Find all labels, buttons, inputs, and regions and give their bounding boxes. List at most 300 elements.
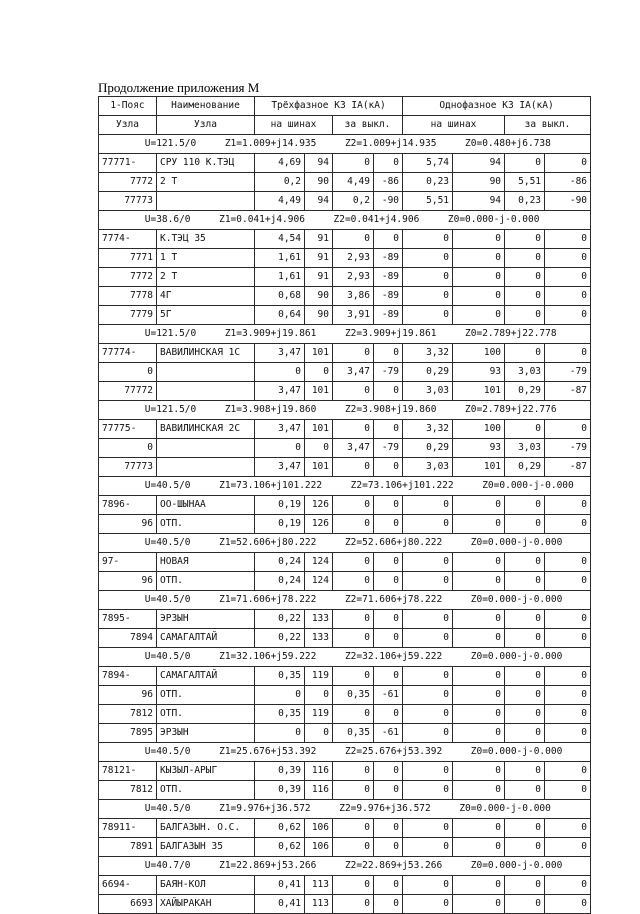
table-row <box>99 629 591 648</box>
sp-bus-current-cell: 0 <box>403 230 453 249</box>
section-params-text: U=40.5/0 Z1=25.676+j53.392 Z2=25.676+j53.392 Z0=0.000-j-0.000 <box>144 746 563 757</box>
table-row <box>99 895 591 914</box>
tp-breaker-current-cell: 0 <box>333 515 374 534</box>
header-1ph-breaker-cell: за выкл. <box>505 116 591 135</box>
name-cell: К.ТЭЦ 35 <box>157 230 255 249</box>
sp-breaker-angle-cell: -86 <box>545 173 591 192</box>
name-cell <box>157 439 255 458</box>
tp-breaker-angle-cell: 0 <box>374 876 403 895</box>
tp-breaker-angle-cell: -89 <box>374 249 403 268</box>
sp-bus-current-cell: 3,03 <box>403 382 453 401</box>
node-cell: 7812 <box>99 781 157 800</box>
tp-breaker-angle-cell: 0 <box>374 553 403 572</box>
node-cell: 77773 <box>99 192 157 211</box>
sp-breaker-angle-cell: 0 <box>545 420 591 439</box>
node-cell: 77773 <box>99 458 157 477</box>
sp-bus-angle-cell: 0 <box>453 667 505 686</box>
tp-bus-angle-cell: 101 <box>305 382 333 401</box>
section-params-text: U=121.5/0 Z1=1.009+j14.935 Z2=1.009+j14.935 Z0=0.480+j6.738 <box>144 138 551 149</box>
sp-bus-current-cell: 0 <box>403 572 453 591</box>
section-params-cell <box>99 211 591 230</box>
section-params-text: U=40.5/0 Z1=32.106+j59.222 Z2=32.106+j59.222 Z0=0.000-j-0.000 <box>144 651 563 662</box>
table-row <box>99 458 591 477</box>
sp-bus-current-cell: 0 <box>403 610 453 629</box>
sp-bus-angle-cell: 0 <box>453 496 505 515</box>
tp-breaker-angle-cell: 0 <box>374 762 403 781</box>
page-title: Продолжение приложения М <box>98 80 260 95</box>
sp-breaker-angle-cell: 0 <box>545 629 591 648</box>
name-cell: 4Г <box>157 287 255 306</box>
sp-bus-current-cell: 0 <box>403 306 453 325</box>
tp-bus-angle-cell: 0 <box>305 363 333 382</box>
table-row <box>99 705 591 724</box>
sp-breaker-current-cell: 0 <box>505 572 545 591</box>
table-row <box>99 154 591 173</box>
table-row <box>99 420 591 439</box>
section-params-row <box>99 591 591 610</box>
tp-breaker-current-cell: 0 <box>333 705 374 724</box>
sp-breaker-current-cell: 0 <box>505 819 545 838</box>
header-belt-cell: 1-Пояс <box>99 97 157 116</box>
sp-breaker-current-cell: 0 <box>505 838 545 857</box>
table-row <box>99 496 591 515</box>
sp-breaker-angle-cell: 0 <box>545 762 591 781</box>
sp-bus-current-cell: 0 <box>403 686 453 705</box>
table-row <box>99 724 591 743</box>
sp-bus-current-cell: 0 <box>403 781 453 800</box>
node-cell: 77771- <box>99 154 157 173</box>
tp-breaker-angle-cell: -86 <box>374 173 403 192</box>
tp-bus-current-cell: 0,62 <box>255 819 305 838</box>
tp-breaker-current-cell: 3,86 <box>333 287 374 306</box>
sp-bus-angle-cell: 93 <box>453 363 505 382</box>
tp-breaker-current-cell: 0 <box>333 496 374 515</box>
node-cell: 6694- <box>99 876 157 895</box>
tp-bus-current-cell: 0,24 <box>255 572 305 591</box>
name-cell: СРУ 110 К.ТЭЦ <box>157 154 255 173</box>
tp-bus-angle-cell: 0 <box>305 724 333 743</box>
name-cell: ЭРЗЫН <box>157 724 255 743</box>
tp-breaker-current-cell: 0 <box>333 895 374 914</box>
sp-bus-angle-cell: 0 <box>453 306 505 325</box>
sp-bus-angle-cell: 0 <box>453 838 505 857</box>
section-params-text: U=40.5/0 Z1=9.976+j36.572 Z2=9.976+j36.572 Z0=0.000-j-0.000 <box>144 803 551 814</box>
tp-bus-current-cell: 0,62 <box>255 838 305 857</box>
table-row <box>99 249 591 268</box>
sp-bus-current-cell: 0 <box>403 515 453 534</box>
table-row <box>99 363 591 382</box>
tp-breaker-angle-cell: -89 <box>374 287 403 306</box>
tp-breaker-current-cell: 0 <box>333 553 374 572</box>
tp-breaker-current-cell: 3,47 <box>333 439 374 458</box>
section-params-row <box>99 401 591 420</box>
sp-bus-current-cell: 0 <box>403 838 453 857</box>
sp-bus-angle-cell: 0 <box>453 572 505 591</box>
tp-breaker-angle-cell: -90 <box>374 192 403 211</box>
header-single-phase-cell: Однофазное КЗ IА(кА) <box>403 97 591 116</box>
sp-breaker-current-cell: 0 <box>505 705 545 724</box>
sp-bus-current-cell: 0 <box>403 496 453 515</box>
name-cell: ОТП. <box>157 686 255 705</box>
node-cell: 77774- <box>99 344 157 363</box>
name-cell: ОО-ШЫНАА <box>157 496 255 515</box>
section-params-cell <box>99 743 591 762</box>
table-row <box>99 287 591 306</box>
sp-breaker-current-cell: 5,51 <box>505 173 545 192</box>
tp-bus-angle-cell: 116 <box>305 781 333 800</box>
sp-breaker-current-cell: 0 <box>505 287 545 306</box>
sp-bus-current-cell: 0 <box>403 268 453 287</box>
tp-breaker-angle-cell: 0 <box>374 781 403 800</box>
sp-breaker-current-cell: 0 <box>505 724 545 743</box>
node-cell: 77775- <box>99 420 157 439</box>
tp-bus-angle-cell: 101 <box>305 420 333 439</box>
sp-breaker-angle-cell: 0 <box>545 781 591 800</box>
sp-breaker-angle-cell: -79 <box>545 363 591 382</box>
tp-breaker-current-cell: 2,93 <box>333 249 374 268</box>
node-cell: 7771 <box>99 249 157 268</box>
table-row <box>99 439 591 458</box>
name-cell: БАЛГАЗЫН. О.С. <box>157 819 255 838</box>
section-params-row <box>99 648 591 667</box>
sp-breaker-angle-cell: 0 <box>545 838 591 857</box>
sp-breaker-angle-cell: 0 <box>545 895 591 914</box>
name-cell: БАЛГАЗЫН 35 <box>157 838 255 857</box>
sp-breaker-angle-cell: 0 <box>545 819 591 838</box>
tp-breaker-angle-cell: 0 <box>374 515 403 534</box>
tp-bus-angle-cell: 101 <box>305 344 333 363</box>
tp-bus-current-cell: 0,35 <box>255 705 305 724</box>
section-params-cell <box>99 477 591 496</box>
tp-breaker-angle-cell: 0 <box>374 895 403 914</box>
tp-breaker-current-cell: 0 <box>333 838 374 857</box>
tp-bus-current-cell: 0 <box>255 439 305 458</box>
sp-bus-current-cell: 0 <box>403 553 453 572</box>
sp-bus-angle-cell: 0 <box>453 629 505 648</box>
tp-bus-angle-cell: 94 <box>305 154 333 173</box>
sp-bus-current-cell: 5,74 <box>403 154 453 173</box>
tp-breaker-angle-cell: 0 <box>374 154 403 173</box>
table-row <box>99 173 591 192</box>
tp-bus-angle-cell: 91 <box>305 230 333 249</box>
tp-breaker-angle-cell: 0 <box>374 420 403 439</box>
tp-bus-angle-cell: 133 <box>305 610 333 629</box>
table-row <box>99 667 591 686</box>
sp-breaker-angle-cell: -90 <box>545 192 591 211</box>
table-row <box>99 610 591 629</box>
section-params-row <box>99 857 591 876</box>
tp-bus-angle-cell: 119 <box>305 705 333 724</box>
tp-bus-angle-cell: 133 <box>305 629 333 648</box>
tp-bus-current-cell: 1,61 <box>255 249 305 268</box>
sp-bus-current-cell: 0,29 <box>403 439 453 458</box>
sp-breaker-angle-cell: 0 <box>545 515 591 534</box>
header-node-name-cell: Узла <box>157 116 255 135</box>
tp-breaker-current-cell: 0 <box>333 762 374 781</box>
section-params-text: U=40.7/0 Z1=22.869+j53.266 Z2=22.869+j53.266 Z0=0.000-j-0.000 <box>144 860 563 871</box>
tp-breaker-angle-cell: -89 <box>374 306 403 325</box>
name-cell: САМАГАЛТАЙ <box>157 667 255 686</box>
section-params-cell <box>99 135 591 154</box>
node-cell: 7895- <box>99 610 157 629</box>
sp-bus-angle-cell: 0 <box>453 249 505 268</box>
tp-bus-angle-cell: 94 <box>305 192 333 211</box>
section-params-text: U=121.5/0 Z1=3.908+j19.860 Z2=3.908+j19.860 Z0=2.789+j22.776 <box>144 404 557 415</box>
header-row-1 <box>99 97 591 116</box>
sp-breaker-current-cell: 0,29 <box>505 458 545 477</box>
sp-breaker-current-cell: 0 <box>505 268 545 287</box>
table-row <box>99 781 591 800</box>
section-params-row <box>99 211 591 230</box>
sp-bus-current-cell: 0,29 <box>403 363 453 382</box>
name-cell: ЭРЗЫН <box>157 610 255 629</box>
tp-breaker-angle-cell: 0 <box>374 458 403 477</box>
tp-breaker-current-cell: 0,35 <box>333 686 374 705</box>
sp-breaker-current-cell: 0 <box>505 667 545 686</box>
tp-bus-current-cell: 3,47 <box>255 382 305 401</box>
sp-bus-current-cell: 3,32 <box>403 344 453 363</box>
node-cell: 96 <box>99 686 157 705</box>
node-cell: 7772 <box>99 268 157 287</box>
tp-bus-angle-cell: 91 <box>305 249 333 268</box>
table-row <box>99 230 591 249</box>
sp-bus-current-cell: 0 <box>403 876 453 895</box>
sp-breaker-current-cell: 0 <box>505 249 545 268</box>
tp-breaker-current-cell: 0 <box>333 610 374 629</box>
sp-breaker-angle-cell: 0 <box>545 876 591 895</box>
sp-bus-current-cell: 0,23 <box>403 173 453 192</box>
name-cell: 2 Т <box>157 268 255 287</box>
section-params-text: U=40.5/0 Z1=71.606+j78.222 Z2=71.606+j78.222 Z0=0.000-j-0.000 <box>144 594 563 605</box>
section-params-cell <box>99 857 591 876</box>
tp-bus-current-cell: 0,35 <box>255 667 305 686</box>
tp-bus-current-cell: 0,19 <box>255 515 305 534</box>
sp-breaker-angle-cell: 0 <box>545 287 591 306</box>
tp-bus-current-cell: 3,47 <box>255 458 305 477</box>
tp-breaker-angle-cell: 0 <box>374 610 403 629</box>
table-row <box>99 306 591 325</box>
sp-bus-angle-cell: 90 <box>453 173 505 192</box>
sp-breaker-angle-cell: 0 <box>545 249 591 268</box>
sp-breaker-angle-cell: 0 <box>545 686 591 705</box>
tp-bus-angle-cell: 124 <box>305 553 333 572</box>
table-row <box>99 553 591 572</box>
table-row <box>99 382 591 401</box>
sp-bus-angle-cell: 94 <box>453 154 505 173</box>
tp-breaker-current-cell: 3,47 <box>333 363 374 382</box>
tp-breaker-angle-cell: -89 <box>374 268 403 287</box>
sp-bus-angle-cell: 0 <box>453 287 505 306</box>
tp-bus-angle-cell: 101 <box>305 458 333 477</box>
sp-bus-angle-cell: 0 <box>453 876 505 895</box>
sp-breaker-current-cell: 0 <box>505 306 545 325</box>
tp-bus-current-cell: 0,39 <box>255 781 305 800</box>
sp-breaker-current-cell: 0 <box>505 420 545 439</box>
tp-breaker-current-cell: 3,91 <box>333 306 374 325</box>
tp-bus-current-cell: 1,61 <box>255 268 305 287</box>
sp-breaker-current-cell: 0 <box>505 553 545 572</box>
sp-breaker-current-cell: 0 <box>505 762 545 781</box>
tp-bus-current-cell: 0,19 <box>255 496 305 515</box>
tp-bus-angle-cell: 0 <box>305 686 333 705</box>
tp-bus-current-cell: 0,2 <box>255 173 305 192</box>
tp-breaker-angle-cell: 0 <box>374 496 403 515</box>
sp-breaker-current-cell: 0 <box>505 876 545 895</box>
sp-bus-current-cell: 5,51 <box>403 192 453 211</box>
sp-breaker-current-cell: 0 <box>505 781 545 800</box>
sp-bus-current-cell: 0 <box>403 762 453 781</box>
tp-breaker-current-cell: 0,35 <box>333 724 374 743</box>
tp-breaker-angle-cell: 0 <box>374 819 403 838</box>
name-cell <box>157 458 255 477</box>
tp-bus-current-cell: 0,41 <box>255 895 305 914</box>
node-cell: 0 <box>99 363 157 382</box>
sp-breaker-current-cell: 0 <box>505 686 545 705</box>
node-cell: 7894- <box>99 667 157 686</box>
name-cell: 2 Т <box>157 173 255 192</box>
sp-bus-angle-cell: 0 <box>453 781 505 800</box>
tp-breaker-angle-cell: 0 <box>374 667 403 686</box>
sp-breaker-angle-cell: 0 <box>545 572 591 591</box>
table-row <box>99 762 591 781</box>
tp-bus-angle-cell: 124 <box>305 572 333 591</box>
name-cell: НОВАЯ <box>157 553 255 572</box>
name-cell: ОТП. <box>157 781 255 800</box>
node-cell: 7778 <box>99 287 157 306</box>
sp-breaker-angle-cell: 0 <box>545 154 591 173</box>
tp-bus-angle-cell: 126 <box>305 496 333 515</box>
tp-breaker-angle-cell: -79 <box>374 363 403 382</box>
section-params-text: U=40.5/0 Z1=52.606+j80.222 Z2=52.606+j80.222 Z0=0.000-j-0.000 <box>144 537 563 548</box>
sp-bus-angle-cell: 0 <box>453 230 505 249</box>
section-params-cell <box>99 401 591 420</box>
tp-breaker-angle-cell: -61 <box>374 724 403 743</box>
sp-breaker-current-cell: 0 <box>505 496 545 515</box>
name-cell: ХАЙЫРАКАН <box>157 895 255 914</box>
node-cell: 7895 <box>99 724 157 743</box>
tp-breaker-angle-cell: 0 <box>374 572 403 591</box>
node-cell: 7896- <box>99 496 157 515</box>
sp-bus-current-cell: 0 <box>403 287 453 306</box>
sp-bus-angle-cell: 0 <box>453 268 505 287</box>
section-params-row <box>99 325 591 344</box>
table-row <box>99 344 591 363</box>
tp-breaker-current-cell: 0,2 <box>333 192 374 211</box>
tp-bus-current-cell: 0,22 <box>255 610 305 629</box>
sp-bus-angle-cell: 0 <box>453 762 505 781</box>
sp-bus-angle-cell: 101 <box>453 382 505 401</box>
section-params-cell <box>99 648 591 667</box>
name-cell: КЫЗЫЛ-АРЫГ <box>157 762 255 781</box>
tp-bus-angle-cell: 119 <box>305 667 333 686</box>
header-name-cell: Наименование <box>157 97 255 116</box>
tp-bus-current-cell: 3,47 <box>255 420 305 439</box>
section-params-cell <box>99 591 591 610</box>
tp-breaker-current-cell: 0 <box>333 572 374 591</box>
name-cell: САМАГАЛТАЙ <box>157 629 255 648</box>
sp-bus-angle-cell: 0 <box>453 610 505 629</box>
sp-bus-current-cell: 0 <box>403 895 453 914</box>
sp-bus-angle-cell: 0 <box>453 819 505 838</box>
header-row-2 <box>99 116 591 135</box>
sp-breaker-current-cell: 0 <box>505 895 545 914</box>
section-params-row <box>99 135 591 154</box>
section-params-cell <box>99 534 591 553</box>
tp-breaker-current-cell: 0 <box>333 629 374 648</box>
sp-breaker-current-cell: 0 <box>505 515 545 534</box>
header-3ph-bus-cell: на шинах <box>255 116 333 135</box>
sp-breaker-angle-cell: 0 <box>545 230 591 249</box>
name-cell: ВАВИЛИНСКАЯ 2С <box>157 420 255 439</box>
sp-breaker-angle-cell: -87 <box>545 382 591 401</box>
tp-bus-angle-cell: 91 <box>305 268 333 287</box>
section-params-row <box>99 800 591 819</box>
name-cell: ВАВИЛИНСКАЯ 1С <box>157 344 255 363</box>
name-cell <box>157 192 255 211</box>
header-node-cell: Узла <box>99 116 157 135</box>
header-3ph-breaker-cell: за выкл. <box>333 116 403 135</box>
name-cell: БАЯН-КОЛ <box>157 876 255 895</box>
sp-bus-angle-cell: 0 <box>453 705 505 724</box>
tp-breaker-current-cell: 0 <box>333 876 374 895</box>
node-cell: 96 <box>99 572 157 591</box>
tp-bus-current-cell: 0,41 <box>255 876 305 895</box>
tp-breaker-angle-cell: 0 <box>374 838 403 857</box>
tp-bus-angle-cell: 0 <box>305 439 333 458</box>
header-three-phase-cell: Трёхфазное КЗ IА(кА) <box>255 97 403 116</box>
sp-breaker-current-cell: 0 <box>505 154 545 173</box>
tp-bus-angle-cell: 126 <box>305 515 333 534</box>
section-params-row <box>99 534 591 553</box>
tp-bus-current-cell: 4,69 <box>255 154 305 173</box>
section-params-text: U=40.5/0 Z1=73.106+j101.222 Z2=73.106+j101.222 Z0=0.000-j-0.000 <box>144 480 574 491</box>
node-cell: 7812 <box>99 705 157 724</box>
node-cell: 7779 <box>99 306 157 325</box>
sp-bus-current-cell: 3,32 <box>403 420 453 439</box>
table-row <box>99 819 591 838</box>
sp-bus-angle-cell: 0 <box>453 686 505 705</box>
tp-breaker-current-cell: 0 <box>333 382 374 401</box>
section-params-cell <box>99 325 591 344</box>
sp-breaker-angle-cell: -79 <box>545 439 591 458</box>
section-params-row <box>99 743 591 762</box>
tp-bus-current-cell: 0,22 <box>255 629 305 648</box>
tp-bus-current-cell: 3,47 <box>255 344 305 363</box>
sp-bus-current-cell: 0 <box>403 629 453 648</box>
sp-breaker-angle-cell: 0 <box>545 268 591 287</box>
node-cell: 7774- <box>99 230 157 249</box>
tp-bus-angle-cell: 106 <box>305 838 333 857</box>
sp-bus-current-cell: 0 <box>403 819 453 838</box>
table-row <box>99 192 591 211</box>
node-cell: 77772 <box>99 382 157 401</box>
name-cell: ОТП. <box>157 705 255 724</box>
tp-bus-current-cell: 0,64 <box>255 306 305 325</box>
name-cell: 5Г <box>157 306 255 325</box>
node-cell: 78121- <box>99 762 157 781</box>
tp-breaker-angle-cell: 0 <box>374 705 403 724</box>
sp-breaker-current-cell: 0 <box>505 629 545 648</box>
tp-bus-angle-cell: 113 <box>305 876 333 895</box>
name-cell: ОТП. <box>157 515 255 534</box>
tp-breaker-current-cell: 0 <box>333 667 374 686</box>
sp-breaker-current-cell: 3,03 <box>505 363 545 382</box>
section-params-text: U=121.5/0 Z1=3.909+j19.861 Z2=3.909+j19.861 Z0=2.789+j22.778 <box>144 328 557 339</box>
tp-bus-current-cell: 4,49 <box>255 192 305 211</box>
table-row <box>99 268 591 287</box>
tp-breaker-current-cell: 0 <box>333 458 374 477</box>
tp-bus-current-cell: 0 <box>255 686 305 705</box>
